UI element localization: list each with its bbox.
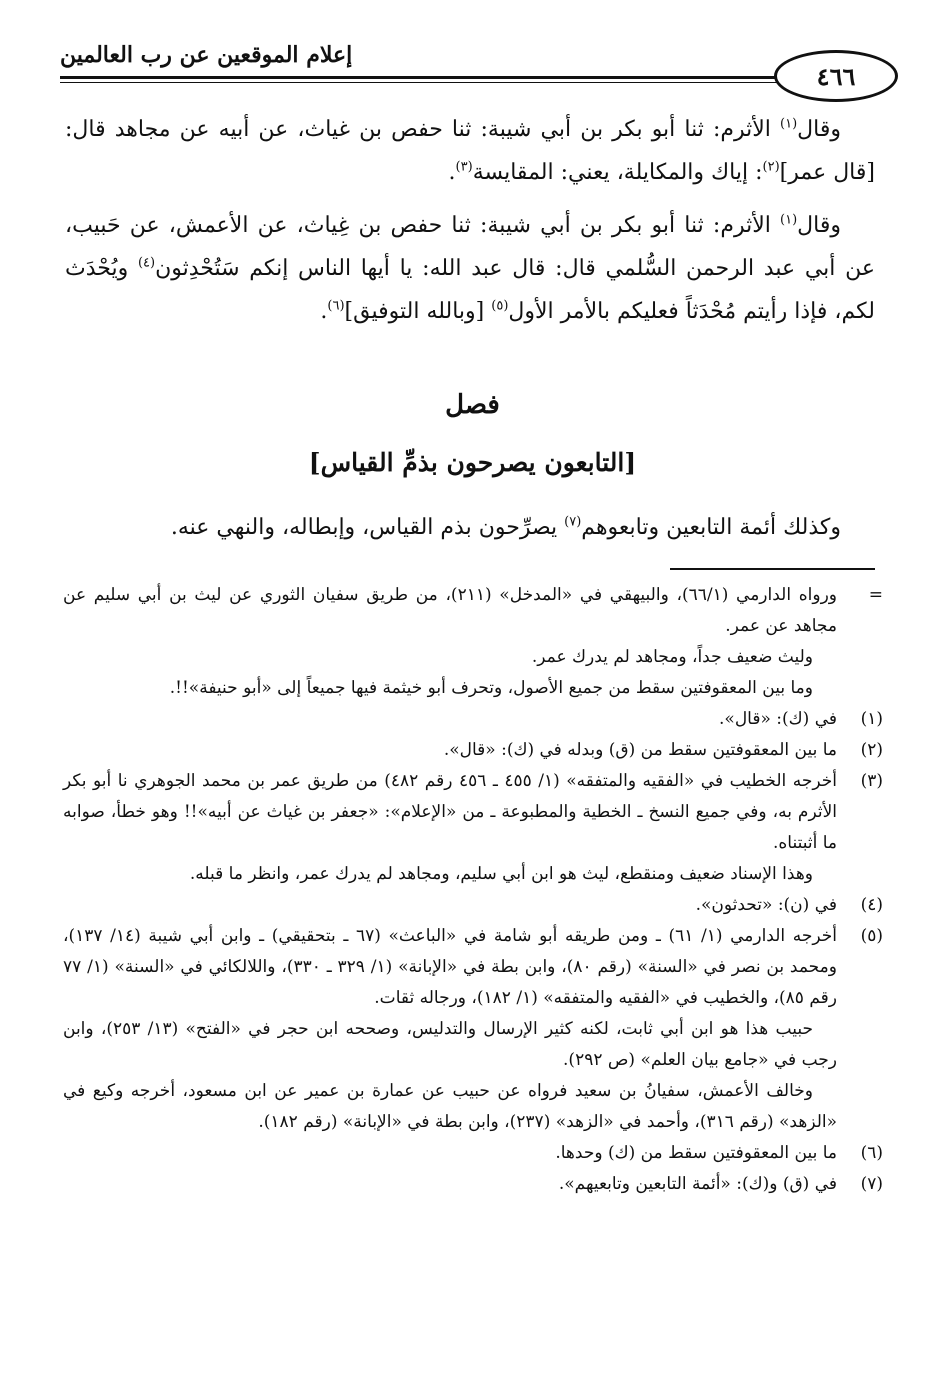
footnote-text: ما بين المعقوفتين سقط من (ق) وبدله في (ك): «قال». xyxy=(443,740,837,760)
paragraph-1 xyxy=(65,108,875,194)
footnote-text: وما بين المعقوفتين سقط من جميع الأصول، وتحرف أبو خيثمة فيها جميعاً إلى «أبو حنيفة»!!. xyxy=(169,678,813,698)
text-run: . xyxy=(448,160,456,185)
footnote-text: وهذا الإسناد ضعيف ومنقطع، ليث هو ابن أبي سليم، ومجاهد لم يدرك عمر، وانظر ما قبله. xyxy=(189,864,813,884)
paragraph-2 xyxy=(65,204,875,333)
footnote-7 xyxy=(63,1169,883,1200)
footnote-text: حبيب هذا هو ابن أبي ثابت، لكنه كثير الإرسال والتدليس، وصححه ابن حجر في «الفتح» (١٣/ ٢٥٣)، وابن رجب في «جامع بيان العلم» (ص ٢٩٢). xyxy=(63,1019,837,1070)
footnote-ref: (١) xyxy=(780,116,798,132)
section-subheading: [التابعون يصرحون بذمِّ القياس] xyxy=(308,448,637,477)
main-text xyxy=(65,108,875,343)
footnote-number: (١) xyxy=(860,709,883,729)
footnote-text: ما بين المعقوفتين سقط من (ك) وحدها. xyxy=(555,1143,837,1163)
footnote-5 xyxy=(63,921,883,1138)
footnote-1 xyxy=(63,704,883,735)
footnote-4 xyxy=(63,890,883,921)
footnote-body xyxy=(63,766,837,890)
footnote-6 xyxy=(63,1138,883,1169)
text-run: ويُحْدَث لكم، فإذا رأيتم مُحْدَثاً فعليكم بالأمر الأول xyxy=(65,256,875,324)
footnote-text: أخرجه الخطيب في «الفقيه والمتفقه» (١/ ٤٥٥ ـ ٤٥٦ رقم ٤٨٢) من طريق عمر بن محمد الجوهري نا أبو بكر الأثرم به، وفي جميع النسخ ـ الخطية والمطبوعة ـ من «الإعلام»: «جعفر بن غياث عن أبيه»!! وهو خطأ، صوابه ما أثبتناه. xyxy=(63,771,837,853)
footnote-marker: = xyxy=(868,585,883,605)
footnote-body xyxy=(63,921,837,1138)
text-run: وقال xyxy=(797,117,841,142)
header-rule-thin xyxy=(60,82,838,83)
footnote-body xyxy=(63,580,837,704)
text-run: الأثرم: ثنا أبو بكر بن أبي شيبة: ثنا حفص بن غياث، عن أبيه عن مجاهد قال: [قال عمر] xyxy=(65,117,875,185)
footnote-carry xyxy=(63,580,883,704)
footnote-ref: (٣) xyxy=(455,159,473,175)
section-heading: فصل xyxy=(445,390,500,420)
intro-paragraph xyxy=(65,508,875,548)
text-run: . xyxy=(320,299,328,324)
footnote-number: (٣) xyxy=(860,771,883,791)
footnote-2 xyxy=(63,735,883,766)
footnote-number: (٧) xyxy=(860,1174,883,1194)
footnote-separator xyxy=(670,568,875,570)
footnote-ref: (٢) xyxy=(762,159,780,175)
footnote-text: أخرجه الدارمي (١/ ٦١) ـ ومن طريقه أبو شامة في «الباعث» (٦٧ ـ بتحقيقي) ـ وابن أبي شيبة (١٤/ ١٣٧)، ومحمد بن نصر في «السنة» (رقم ٨٠)، وابن بطة في «الإبانة» (١/ ٣٢٩ ـ ٣٣٠)، واللالكائي في «السنة» (١/ ٧٧ رقم ٨٥)، والخطيب في «الفقيه والمتفقه» (١/ ١٨٢)، ورجاله ثقات. xyxy=(63,926,837,1008)
footnote-text: في (ن): «تحدثون». xyxy=(695,895,837,915)
footnote-ref: (٤) xyxy=(137,255,156,271)
page-number: ٤٦٦ xyxy=(816,61,856,91)
header-rule xyxy=(60,76,838,79)
footnote-text: ورواه الدارمي (٦٦/١)، والبيهقي في «المدخل» (٢١١)، من طريق سفيان الثوري عن ليث بن أبي سليم عن مجاهد عن عمر. xyxy=(63,585,838,636)
footnotes xyxy=(63,580,883,1200)
footnote-number: (٢) xyxy=(860,740,883,760)
text-run: [وبالله التوفيق] xyxy=(344,299,492,324)
footnote-text: في (ق) و(ك): «أئمة التابعين وتابعيهم». xyxy=(558,1174,837,1194)
page-number-badge xyxy=(774,50,898,102)
footnote-text: في (ك): «قال». xyxy=(719,709,837,729)
running-title: إعلام الموقعين عن رب العالمين xyxy=(60,42,353,68)
page-header xyxy=(60,38,898,98)
footnote-number: (٦) xyxy=(860,1143,883,1163)
footnote-ref: (٥) xyxy=(491,298,509,314)
footnote-number: (٤) xyxy=(860,895,883,915)
footnote-number: (٥) xyxy=(860,926,883,946)
footnote-ref: (٦) xyxy=(327,298,345,314)
text-run: وكذلك أئمة التابعين وتابعوهم xyxy=(581,515,841,540)
footnote-text: وخالف الأعمش، سفيانُ بن سعيد فرواه عن حبيب عن عمارة بن عمير عن ابن مسعود، أخرجه وكيع في «الزهد» (رقم ٣١٦)، وأحمد في «الزهد» (٢٣٧)، وابن بطة في «الإبانة» (رقم ١٨٢). xyxy=(63,1081,837,1132)
text-run: وقال xyxy=(797,213,841,238)
footnote-ref: (٧) xyxy=(564,514,582,530)
footnote-ref: (١) xyxy=(780,212,798,228)
text-run: : إياك والمكايلة، يعني: المقايسة xyxy=(472,160,763,185)
footnote-text: وليث ضعيف جداً، ومجاهد لم يدرك عمر. xyxy=(531,647,813,667)
footnote-3 xyxy=(63,766,883,890)
text-run: الأثرم: ثنا أبو بكر بن أبي شيبة: ثنا حفص بن غِياث، عن الأعمش، عن حَبيب، عن أبي عبد الرحمن السُّلمي قال: قال عبد الله: يا أيها الناس إنكم سَتُحْدِثون xyxy=(65,213,876,281)
text-run: يصرِّحون بذم القياس، وإبطاله، والنهي عنه. xyxy=(170,515,565,540)
